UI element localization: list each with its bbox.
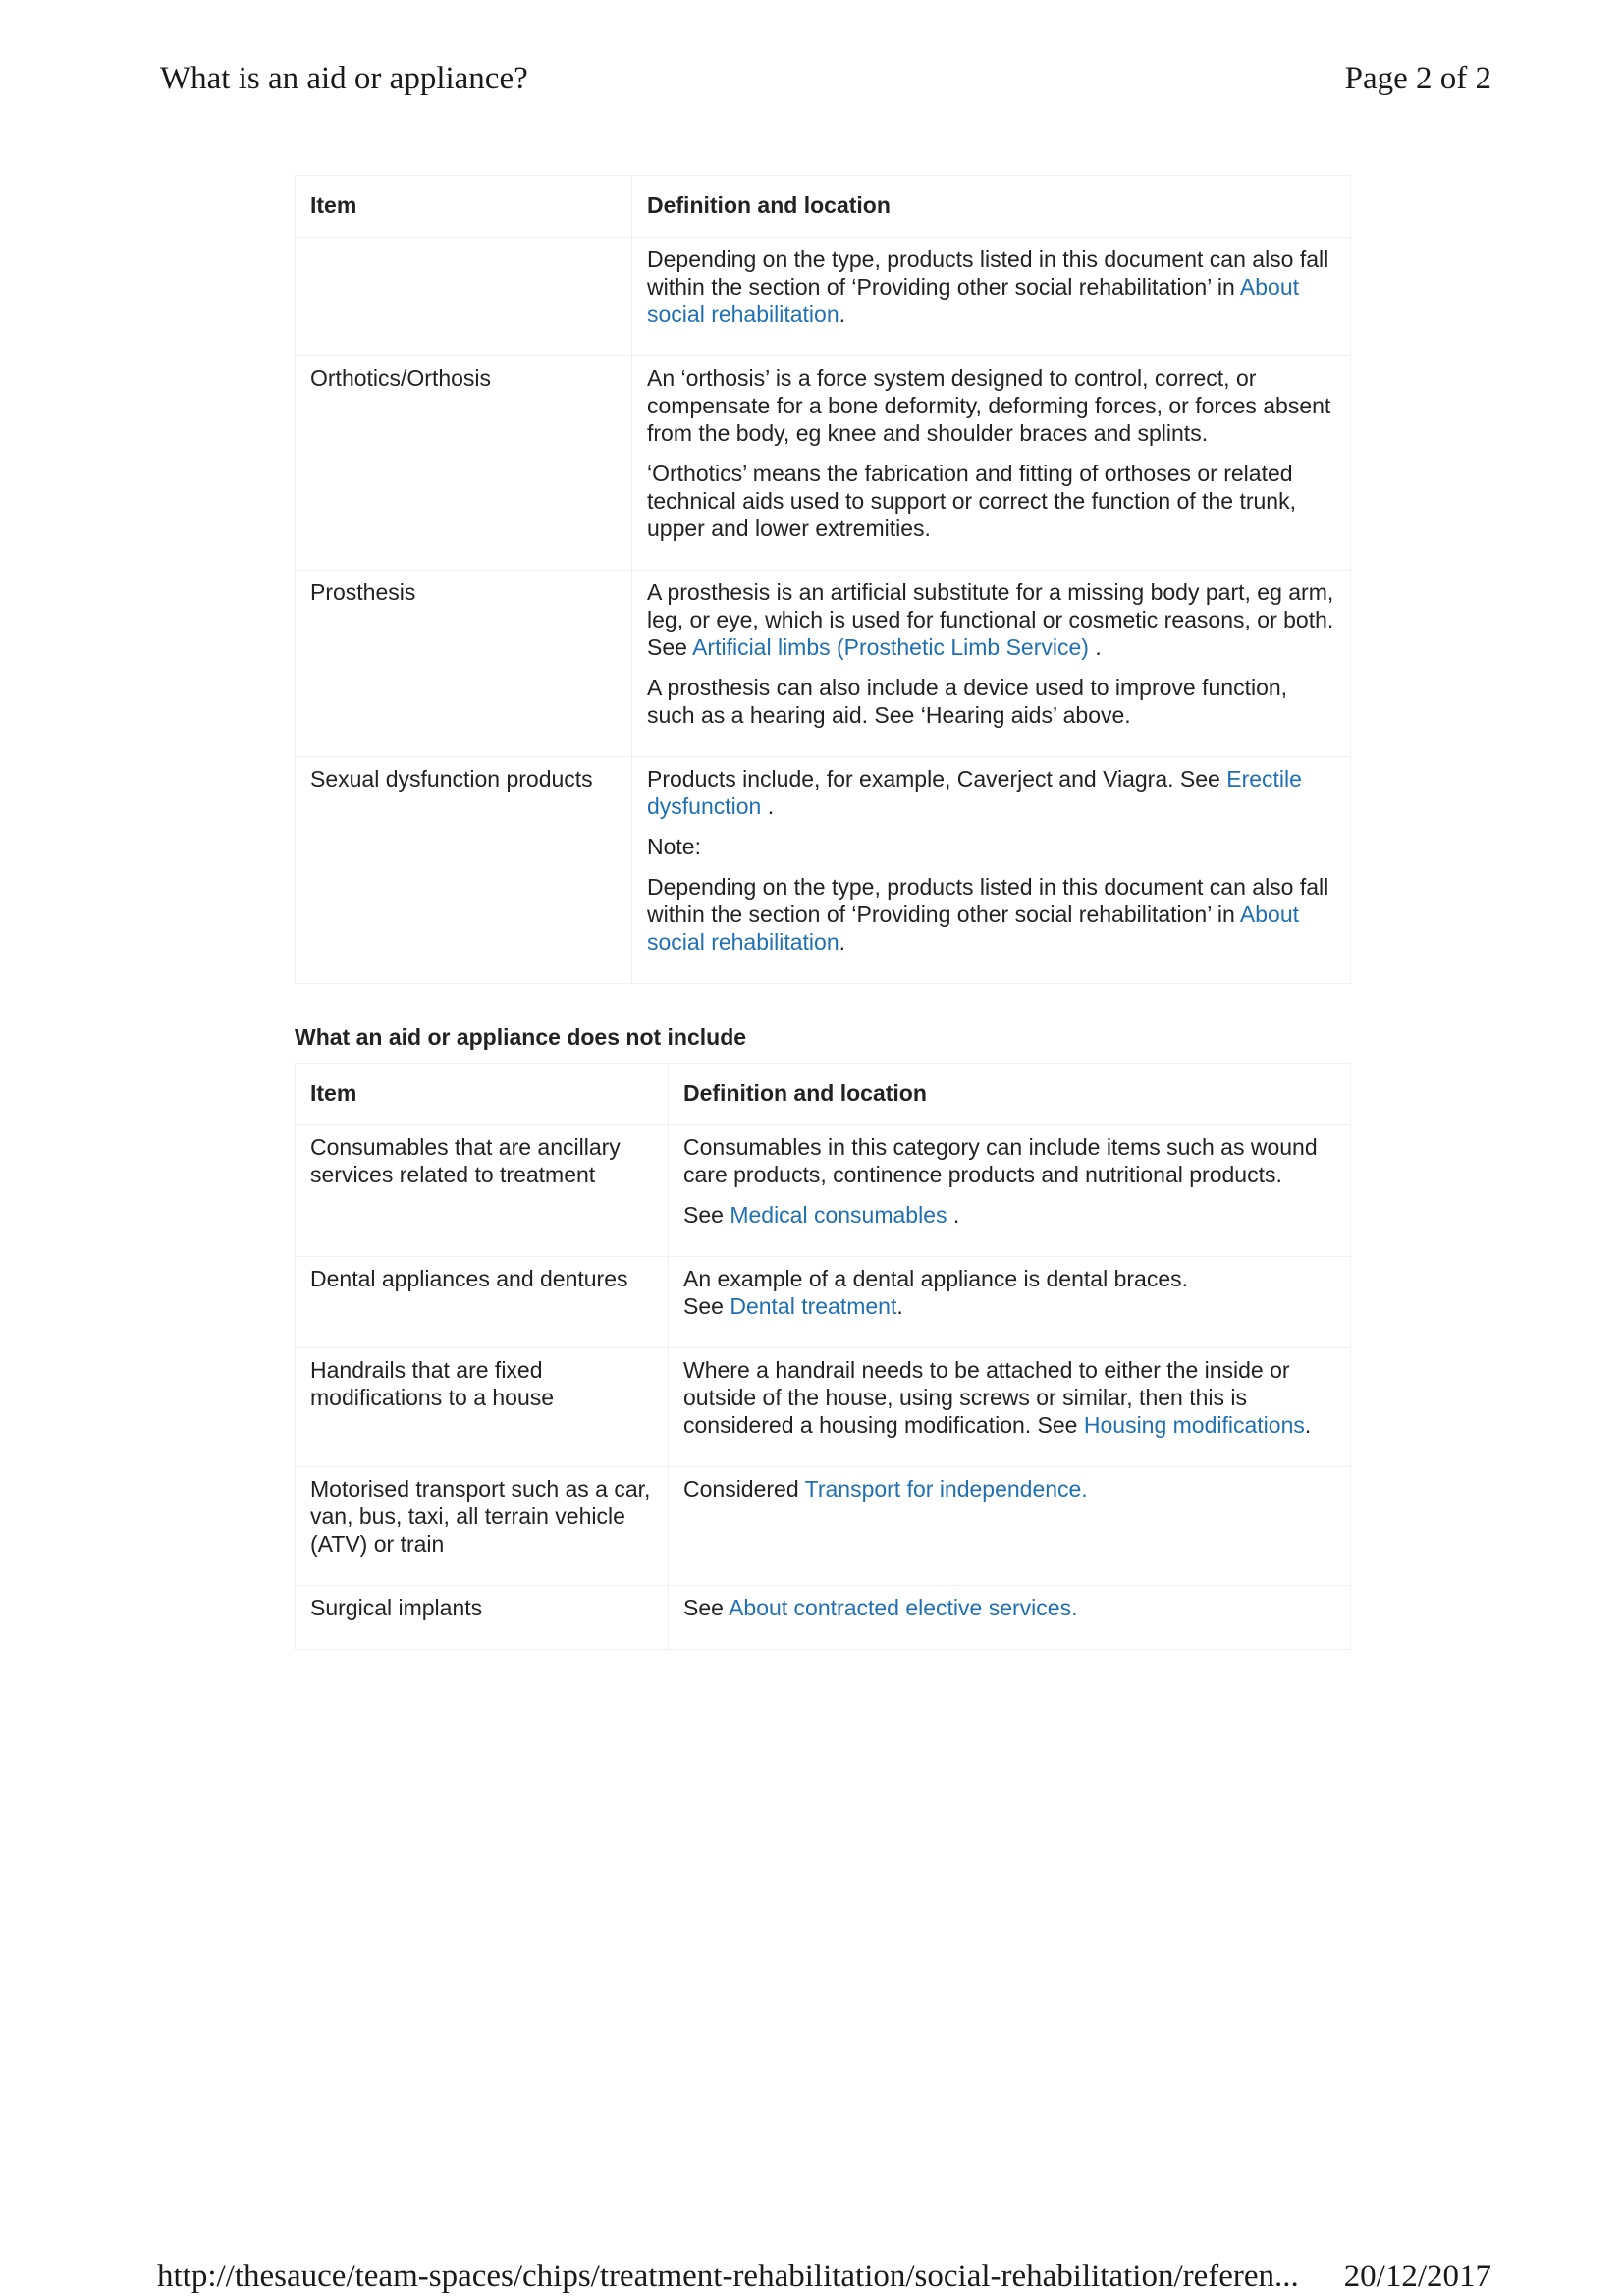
definition-paragraph: See Medical consumables .: [683, 1202, 960, 1228]
erectile-dysfunction-link[interactable]: Erectile dysfunction: [647, 766, 1302, 819]
definition-cell: [669, 1257, 1351, 1348]
definition-paragraph: An ‘orthosis’ is a force system designed to control, correct, or compensate for a bone deformity, deforming forces, or forces absent from the body, eg knee and shoulder braces and splints.: [647, 365, 1331, 446]
definition-cell: [632, 356, 1351, 571]
definition-cell: [669, 1586, 1351, 1650]
item-cell: Prosthesis: [296, 571, 632, 757]
definition-cell: [632, 757, 1351, 984]
print-header-page-number: Page 2 of 2: [1344, 61, 1491, 96]
definition-cell: [669, 1125, 1351, 1257]
item-cell: [296, 238, 632, 356]
column-header-item: Item: [296, 176, 632, 238]
table-row: [296, 1467, 1351, 1586]
definition-paragraph: A prosthesis can also include a device used to improve function, such as a hearing aid. See ‘Hearing aids’ above.: [647, 675, 1288, 728]
print-footer-date: 20/12/2017: [1343, 2259, 1491, 2294]
definition-paragraph: A prosthesis is an artificial substitute for a missing body part, eg arm, leg, or eye, which is used for functional or cosmetic reasons, or both. See Artificial limbs (Prosthetic Limb Service) .: [647, 579, 1334, 660]
definition-cell: [632, 571, 1351, 757]
table-row: [296, 356, 1351, 571]
transport-for-independence-link[interactable]: Transport for independence.: [804, 1476, 1088, 1502]
table-row: [296, 1586, 1351, 1650]
medical-consumables-link[interactable]: Medical consumables: [730, 1202, 947, 1228]
definition-cell: [669, 1467, 1351, 1586]
definition-paragraph: Depending on the type, products listed in this document can also fall within the section of ‘Providing other social rehabilitation’ in About social rehabilitation.: [647, 874, 1329, 955]
aids-definition-table: [295, 175, 1351, 984]
item-cell: Sexual dysfunction products: [296, 757, 632, 984]
item-cell: Consumables that are ancillary services related to treatment: [296, 1125, 669, 1257]
table-row: [296, 1125, 1351, 1257]
table-header-row: [296, 176, 1351, 238]
column-header-item: Item: [296, 1064, 669, 1125]
table-row: [296, 1348, 1351, 1467]
about-social-rehabilitation-link[interactable]: About social rehabilitation: [647, 274, 1299, 327]
section-heading: What an aid or appliance does not include: [295, 1024, 747, 1050]
item-cell: Motorised transport such as a car, van, bus, taxi, all terrain vehicle (ATV) or train: [296, 1467, 669, 1586]
print-header-title: What is an aid or appliance?: [160, 61, 528, 96]
about-social-rehabilitation-link[interactable]: About social rehabilitation: [647, 902, 1299, 955]
item-cell: Orthotics/Orthosis: [296, 356, 632, 571]
about-contracted-elective-services-link[interactable]: About contracted elective services.: [729, 1595, 1078, 1620]
definition-cell: [669, 1348, 1351, 1467]
item-cell: Handrails that are fixed modifications to a house: [296, 1348, 669, 1467]
artificial-limbs-link[interactable]: Artificial limbs (Prosthetic Limb Service): [692, 634, 1089, 660]
note-label: Note:: [647, 834, 701, 859]
table-row: [296, 571, 1351, 757]
definition-paragraph: An example of a dental appliance is dental braces. See Dental treatment.: [683, 1266, 1188, 1319]
column-header-definition: Definition and location: [632, 176, 1351, 238]
definition-paragraph: ‘Orthotics’ means the fabrication and fitting of orthoses or related technical aids used to support or correct the function of the trunk, upper and lower extremities.: [647, 461, 1296, 541]
table-header-row: [296, 1064, 1351, 1125]
definition-paragraph: Consumables in this category can include items such as wound care products, continence products and nutritional products.: [683, 1134, 1318, 1187]
table-row: [296, 1257, 1351, 1348]
table-row: [296, 238, 1351, 356]
definition-paragraph: Considered Transport for independence.: [683, 1476, 1088, 1502]
exclusions-table: [295, 1063, 1351, 1650]
definition-paragraph: Depending on the type, products listed in this document can also fall within the section of ‘Providing other social rehabilitation’ in About social rehabilitation.: [647, 246, 1329, 327]
definition-paragraph: Products include, for example, Caverject and Viagra. See Erectile dysfunction .: [647, 766, 1302, 819]
definition-cell: [632, 238, 1351, 356]
page-content: [295, 175, 1350, 1650]
print-footer-url: http://thesauce/team-spaces/chips/treatment-rehabilitation/social-rehabilitation/referen...: [157, 2259, 1299, 2294]
table-row: [296, 757, 1351, 984]
definition-paragraph: See About contracted elective services.: [683, 1595, 1078, 1620]
definition-paragraph: Where a handrail needs to be attached to either the inside or outside of the house, using screws or similar, then this is considered a housing modification. See Housing modifications.: [683, 1357, 1312, 1438]
housing-modifications-link[interactable]: Housing modifications: [1083, 1412, 1305, 1438]
column-header-definition: Definition and location: [669, 1064, 1351, 1125]
item-cell: Surgical implants: [296, 1586, 669, 1650]
dental-treatment-link[interactable]: Dental treatment: [730, 1293, 897, 1319]
item-cell: Dental appliances and dentures: [296, 1257, 669, 1348]
